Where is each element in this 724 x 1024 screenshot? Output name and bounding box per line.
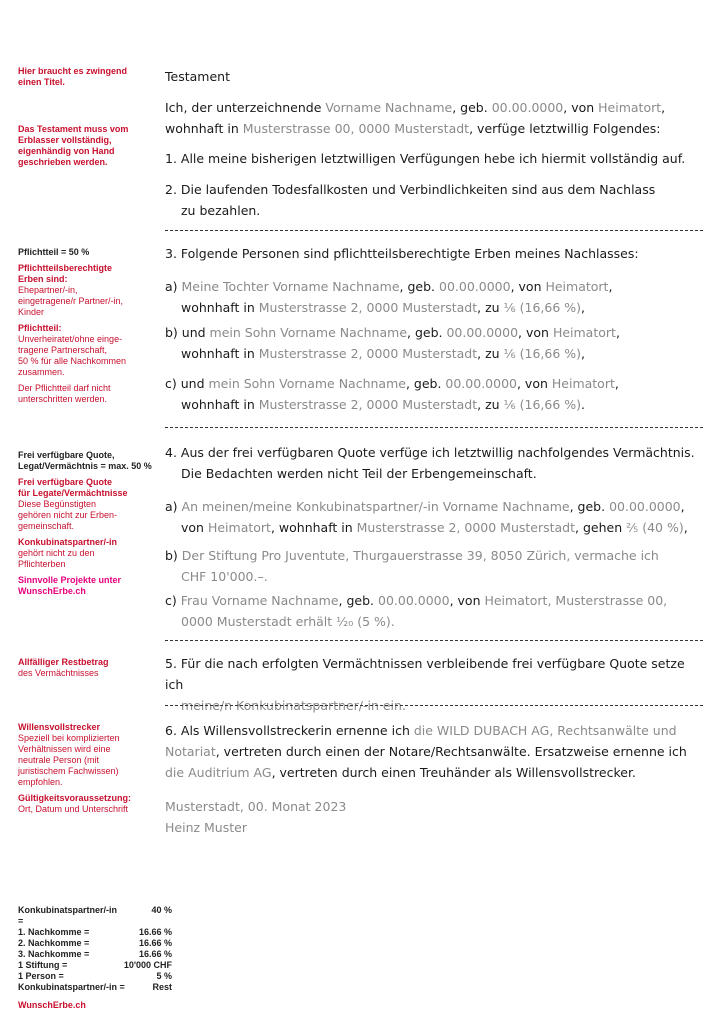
allocation-row: 2. Nachkomme = 16.66 % <box>18 938 172 948</box>
allocation-row: 1. Nachkomme = 16.66 % <box>18 927 172 937</box>
divider <box>165 427 703 428</box>
note-rest: Allfälliger Restbetrag des Vermächtnisses <box>18 657 109 678</box>
allocation-row: Konkubinatspartner/-in = 40 % <box>18 905 172 926</box>
note-willensvollstrecker: Willensvollstrecker Speziell bei komplizierten Verhältnissen wird eine neutrale Person (mit juristischem Fachwissen) empfohlen. Gültigkeitsvoraussetzung: Ort, Datum und Unterschrift <box>18 722 132 814</box>
note-quote: Frei verfügbare Quote, Legat/Vermächtnis = max. 50 % Frei verfügbare Quote für Legate/Vermächtnisse Diese Begünstigten gehören nicht zur Erben- gemeinschaft. Konkubinatspartner/-in gehört nicht zu den Pflichterben Sinnvolle Projekte unter WunschErbe.ch <box>18 450 158 597</box>
place-date: Musterstadt, 00. Monat 2023 <box>165 799 347 814</box>
doc-para-1: 1. Alle meine bisherigen letztwilligen Verfügungen hebe ich hiermit vollständig auf. <box>165 151 686 166</box>
doc-para-4: 4. Aus der frei verfügbaren Quote verfüge ich letztwillig nachfolgendes Vermächtnis. Die Bedachten werden nicht Teil der Erbengemeinschaft. <box>165 445 695 481</box>
divider <box>165 705 703 706</box>
note-handwritten: Das Testament muss vom Erblasser vollständig, eigenhändig von Hand geschrieben werden. <box>18 124 129 167</box>
heir-a: a) Meine Tochter Vorname Nachname, geb. 00.00.0000, von Heimatort, wohnhaft in Musterstrasse 2, 0000 Musterstadt, zu ⅙ (16,66 %), <box>165 279 613 315</box>
note-pflichtteil: Pflichtteil = 50 % Pflichtteilsberechtigte Erben sind: Ehepartner/-in, eingetragene/r Partner/-in, Kinder Pflichtteil: Unverheiratet/ohne einge- tragene Partnerschaft, 50 % für alle Nachkommen zusammen. Der Pflichtteil darf nicht unterschritten werden. <box>18 247 127 404</box>
legacy-c: c) Frau Vorname Nachname, geb. 00.00.0000, von Heimatort, Musterstrasse 00, 0000 Musterstadt erhält ⅟₂₀ (5 %). <box>165 593 668 629</box>
allocation-summary <box>18 905 172 993</box>
brand-link[interactable]: WunschErbe.ch <box>18 1000 86 1010</box>
doc-intro: Ich, der unterzeichnende Vorname Nachname, geb. 00.00.0000, von Heimatort, wohnhaft in Musterstrasse 00, 0000 Musterstadt, verfüge letztwillig Folgendes: <box>165 100 666 136</box>
doc-para-3: 3. Folgende Personen sind pflichtteilsberechtigte Erben meines Nachlasses: <box>165 246 639 261</box>
divider <box>165 230 703 231</box>
allocation-row: 1 Person = 5 % <box>18 971 172 981</box>
divider <box>165 640 703 641</box>
projects-link[interactable]: Sinnvolle Projekte unter <box>18 575 122 585</box>
allocation-row: 1 Stiftung = 10'000 CHF <box>18 960 172 970</box>
allocation-row: 3. Nachkomme = 16.66 % <box>18 949 172 959</box>
legacy-b: b) Der Stiftung Pro Juventute, Thurgauerstrasse 39, 8050 Zürich, vermache ich CHF 10'000.–. <box>165 548 659 584</box>
legacy-a: a) An meinen/meine Konkubinatspartner/-in Vorname Nachname, geb. 00.00.0000, von Heimatort, wohnhaft in Musterstrasse 2, 0000 Musterstadt, gehen ⅖ (40 %), <box>165 499 688 535</box>
doc-para-6: 6. Als Willensvollstreckerin ernenne ich die WILD DUBACH AG, Rechtsanwälte und Notariat, vertreten durch einen der Notare/Rechtsanwälte. Ersatzweise ernenne ich die Auditrium AG, vertreten durch einen Treuhänder als Willensvollstrecker. <box>165 723 687 780</box>
doc-para-5: 5. Für die nach erfolgten Vermächtnissen verbleibende frei verfügbare Quote setze ich meine/n Konkubinatspartner/-in ein. <box>165 656 685 713</box>
heir-c: c) und mein Sohn Vorname Nachname, geb. 00.00.0000, von Heimatort, wohnhaft in Musterstrasse 2, 0000 Musterstadt, zu ⅙ (16,66 %). <box>165 376 619 412</box>
signature: Heinz Muster <box>165 820 247 835</box>
doc-title: Testament <box>165 69 230 84</box>
allocation-row: Konkubinatspartner/-in = Rest <box>18 982 172 992</box>
note-title: Hier braucht es zwingend einen Titel. <box>18 66 128 87</box>
doc-para-2: 2. Die laufenden Todesfallkosten und Verbindlichkeiten sind aus dem Nachlass zu bezahlen. <box>165 182 656 218</box>
heir-b: b) und mein Sohn Vorname Nachname, geb. 00.00.0000, von Heimatort, wohnhaft in Musterstrasse 2, 0000 Musterstadt, zu ⅙ (16,66 %), <box>165 325 620 361</box>
